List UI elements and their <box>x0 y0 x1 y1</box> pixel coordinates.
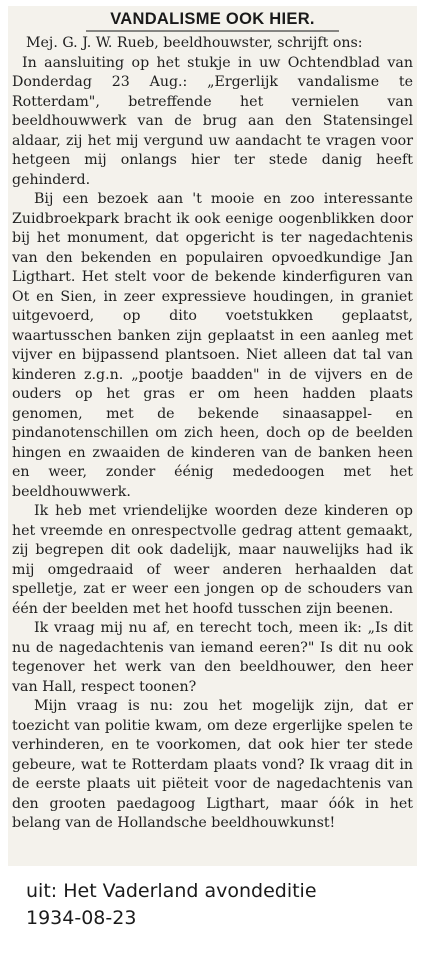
article-headline: VANDALISME OOK HIER. <box>110 10 315 28</box>
article-paragraph-5: Mijn vraag is nu: zou het mogelijk zijn, dat er toezicht van politie kwam, om deze ergerlijke spelen te verhinderen, en te voorkomen, dat ook hier ter stede gebeure, wat te Rotterdam plaats vond? Ik vraag dit in de eerste plaats uit piëteit voor de nagedachtenis van den grooten paedagoog Ligthart, maar óók in het belang van de Hollandsche beeldhouwkunst! <box>12 698 413 831</box>
article-paragraph-4: Ik vraag mij nu af, en terecht toch, meen ik: „Is dit nu de nagedachtenis van iemand eeren?" Is dit nu ook tegenover het werk van den beeldhouwer, den heer van Hall, respect toonen? <box>12 620 413 695</box>
source-caption-date: 1934-08-23 <box>26 907 137 929</box>
newspaper-clipping <box>8 6 417 866</box>
article-body <box>8 34 417 834</box>
source-caption <box>26 878 416 932</box>
article-paragraph-1: In aansluiting op het stukje in uw Ochtendblad van Donderdag 23 Aug.: „Ergerlijk vandalisme te Rotterdam", betreffende het vernielen van beeldhouwwerk van de brug aan den Statensingel aldaar, zij het mij vergund uw aandacht te vragen voor hetgeen mij onlangs hier ter stede danig heeft gehinderd. <box>12 54 413 188</box>
article-paragraph-2: Bij een bezoek aan 't mooie en zoo interessante Zuidbroekpark bracht ik ook eenige oogenblikken door bij het monument, dat opgericht is ter nagedachtenis van den bekenden en populairen opvoedkundige Jan Ligthart. Het stelt voor de bekende kinderfiguren van Ot en Sien, in zeer expressieve houdingen, in graniet uitgevoerd, op dito voetstukken geplaatst, waartusschen banken zijn geplaatst in een aanleg met vijver en bijpassend plantsoen. Niet alleen dat tal van kinderen z.g.n. „pootje baadden" in de vijvers en de ouders op het gras er om heen hadden plaats genomen, met de bekende sinaasappel- en pindanotenschillen om zich heen, doch op de beelden hingen en zwaaiden de kinderen van de banken heen en weer, zonder éénig mededoogen met het beeldhouwwerk. <box>12 191 413 500</box>
source-caption-publication: uit: Het Vaderland avondeditie <box>26 880 317 902</box>
article-paragraph-intro: Mej. G. J. W. Rueb, beeldhouwster, schrijft ons: <box>26 35 363 51</box>
headline-underline <box>86 30 339 32</box>
article-paragraph-3: Ik heb met vriendelijke woorden deze kinderen op het vreemde en onrespectvolle gedrag attent gemaakt, zij begrepen dit ook dadelijk, maar nauwelijks had ik mij omgedraaid of weer anderen herhaalden dat spelletje, zat er weer een jongen op de schouders van één der beelden met het hoofd tusschen zijn beenen. <box>12 503 413 617</box>
